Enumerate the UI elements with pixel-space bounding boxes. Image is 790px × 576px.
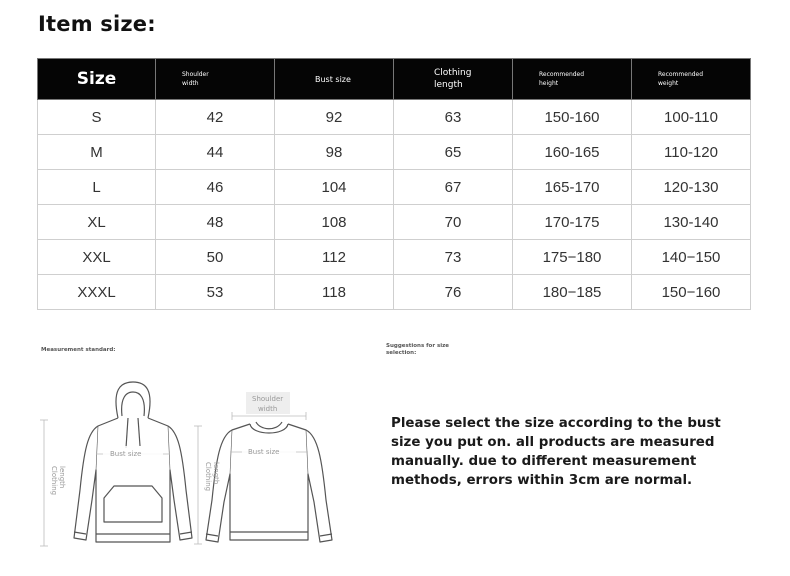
header-clothing-length [394,59,513,100]
header-height-line2: height [539,80,559,87]
page-title: Item size: [38,12,156,36]
header-weight-line1: Recommended [658,71,704,78]
sweater-shoulder-label-1: Shoulder [252,395,284,403]
cell-height: 160-165 [513,135,632,170]
header-shoulder-line1: Shoulder [182,71,209,78]
cell-height: 175−180 [513,240,632,275]
hoodie-length-label-1: Clothing [50,466,58,496]
cell-shoulder: 46 [156,170,275,205]
cell-height: 150-160 [513,100,632,135]
cell-weight: 150−160 [632,275,751,310]
cell-weight: 140−150 [632,240,751,275]
sweater-length-label-2: length [212,462,220,485]
cell-bust: 92 [275,100,394,135]
cell-shoulder: 44 [156,135,275,170]
size-selection-description: Please select the size according to the bust size you put on. all products are measured manually. due to different measurement methods, errors within 3cm are normal. [391,416,721,488]
cell-height: 170-175 [513,205,632,240]
header-length-line1: Clothing [434,68,472,78]
cell-length: 76 [394,275,513,310]
hoodie-bust-label: Bust size [110,450,142,458]
cell-shoulder: 48 [156,205,275,240]
header-length-line2: length [434,80,463,90]
header-bust-size: Bust size [275,59,394,100]
cell-shoulder: 53 [156,275,275,310]
table-header-row [38,59,751,100]
header-shoulder-line2: width [182,80,199,87]
cell-shoulder: 50 [156,240,275,275]
header-shoulder-width [156,59,275,100]
suggestions-line2: selection: [386,350,417,356]
table-row [38,240,751,275]
cell-bust: 108 [275,205,394,240]
cell-height: 180−185 [513,275,632,310]
sweater-illustration [206,422,332,542]
cell-size: XXL [38,240,156,275]
hoodie-illustration [74,382,192,542]
cell-weight: 120-130 [632,170,751,205]
cell-length: 63 [394,100,513,135]
cell-size: XXXL [38,275,156,310]
table-row [38,135,751,170]
measurement-diagram [38,370,358,565]
sweater-shoulder-label-2: width [258,405,278,413]
sweater-bust-label: Bust size [248,448,280,456]
header-size: Size [38,59,156,100]
cell-shoulder: 42 [156,100,275,135]
header-recommended-weight [632,59,751,100]
cell-weight: 100-110 [632,100,751,135]
cell-height: 165-170 [513,170,632,205]
cell-weight: 130-140 [632,205,751,240]
header-height-line1: Recommended [539,71,585,78]
table-row [38,205,751,240]
cell-length: 67 [394,170,513,205]
cell-bust: 112 [275,240,394,275]
header-recommended-height [513,59,632,100]
table-row [38,275,751,310]
cell-size: L [38,170,156,205]
header-weight-line2: weight [658,80,679,87]
table-row [38,100,751,135]
cell-weight: 110-120 [632,135,751,170]
hoodie-length-label-2: length [58,466,66,489]
cell-size: S [38,100,156,135]
table-row [38,170,751,205]
cell-length: 70 [394,205,513,240]
measurement-standard-note: Measurement standard: [41,347,116,353]
sweater-length-label-1: Clothing [204,462,212,492]
cell-size: M [38,135,156,170]
cell-bust: 104 [275,170,394,205]
size-chart-table [37,58,751,310]
suggestions-note [386,343,476,357]
cell-bust: 118 [275,275,394,310]
cell-size: XL [38,205,156,240]
cell-length: 73 [394,240,513,275]
cell-length: 65 [394,135,513,170]
suggestions-line1: Suggestions for size [386,343,450,349]
cell-bust: 98 [275,135,394,170]
